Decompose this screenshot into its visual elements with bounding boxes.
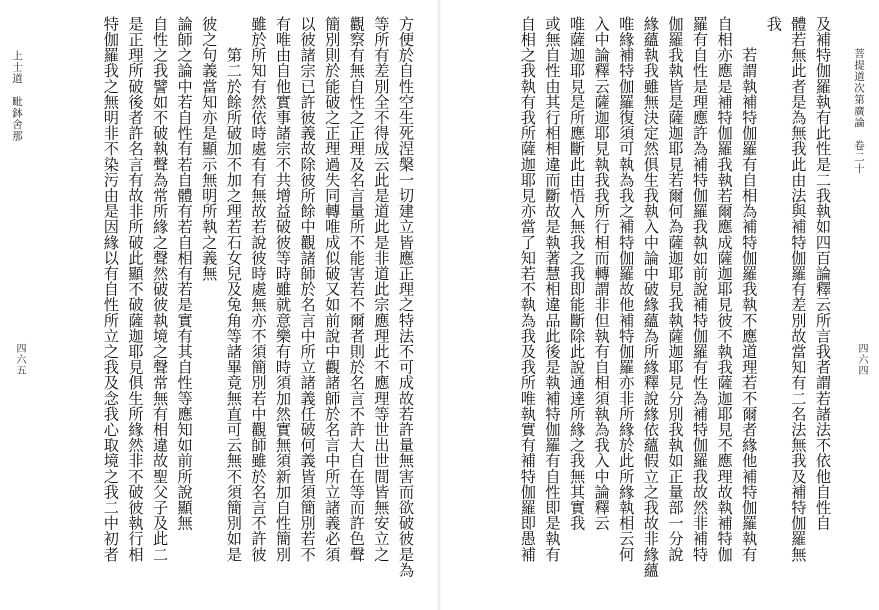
left-page: [0, 0, 437, 610]
right-page-number: 四六四: [856, 343, 867, 376]
right-page: [441, 0, 879, 610]
left-page-number: 四六五: [14, 343, 25, 376]
left-page-body-text: 方便於自性空生死涅槃一切建立皆應正理之特法不可成故若許量無害而欲破彼是為 等所有差別全不得成云此是道此是非道此宗應理此不應理等世出世間皆無安立之 觀察有無自性之正理及名言量所不能害若不爾者則於名言不許大自在等而許色聲 簡別則於能破之正理過失同轉唯成似破又如前說中觀諸師於名言中所立諸義必須 以彼諸宗已許彼義故除彼所餘中觀諸師於名言中所立諸義任破何義皆須簡別若不 有唯由自他實事諸宗不共增益破彼等時雖就意樂有時須加然實無須新加自性簡別 雖於所知有然依時處有有無故若說彼時處無亦不須簡別若中觀師雖於名言不許彼 第二於餘所破加不加之理若石女兒及兔角等諸畢竟無直可云無不須簡別如是 彼之句義當知亦是顯示無明所執之義無 論師之論中若自性有若自體有若自相有若是實有其自性等應知如前所說顯無 自性之我譬如不破執聲為常所緣之聲然破彼執境之聲常無有相違故聖父子及此二 是正理所破後者許名言有故非所破此顯不破薩迦耶見俱生所緣然非不破彼執行相 特伽羅我之無明非不染污由是因緣以有自性所立之我及念我心取境之我二中初者: [101, 16, 415, 578]
left-page-running-head: 上士道 毗鉢舍那: [11, 50, 23, 142]
right-page-body-text: 及補特伽羅執有此性是二我執如四百論釋云所言我者謂若諸法不依他自性自 體若無此者是為無我此由法與補特伽羅有差別故當知有二名法無我及補特伽羅無 我 若謂執補特伽羅有自相為補特伽羅我執不應道理若不爾者緣他補特伽羅執有 自相亦應是補特伽羅我執若爾應成薩迦耶見彼不執我薩迦耶見不應理故執補特伽 羅有自性是理應許為補特伽羅我執如前說補特伽羅有性為補特伽羅我故然非補特 伽羅我執皆是薩迦耶見若爾何為薩迦耶見我執薩迦耶見分別我執如正量部一分說 緣蘊執我雖無決定然俱生我執入中論中破緣蘊為所緣釋說緣依蘊假立之我故非緣蘊 唯緣補特伽羅復須可執為我之補特伽羅故他補特伽羅亦非所緣於此所緣執相云何 入中論釋云薩迦耶見執我我所行相而轉謂非但執有自相須執為我入中論釋云 唯薩迦耶見是所應斷此由悟入無我之我即能斷除此說通達所緣之我無其實我 或無自性由其行相相違而斷故是執著慧相違品此後是執補特伽羅有自性即是執有 自相之我執有我所薩迦耶見亦當了知若不執為我及我所唯執實有補特伽羅即愚補: [518, 16, 832, 578]
right-page-running-head: 菩提道次第廣論 卷二十: [853, 48, 865, 175]
